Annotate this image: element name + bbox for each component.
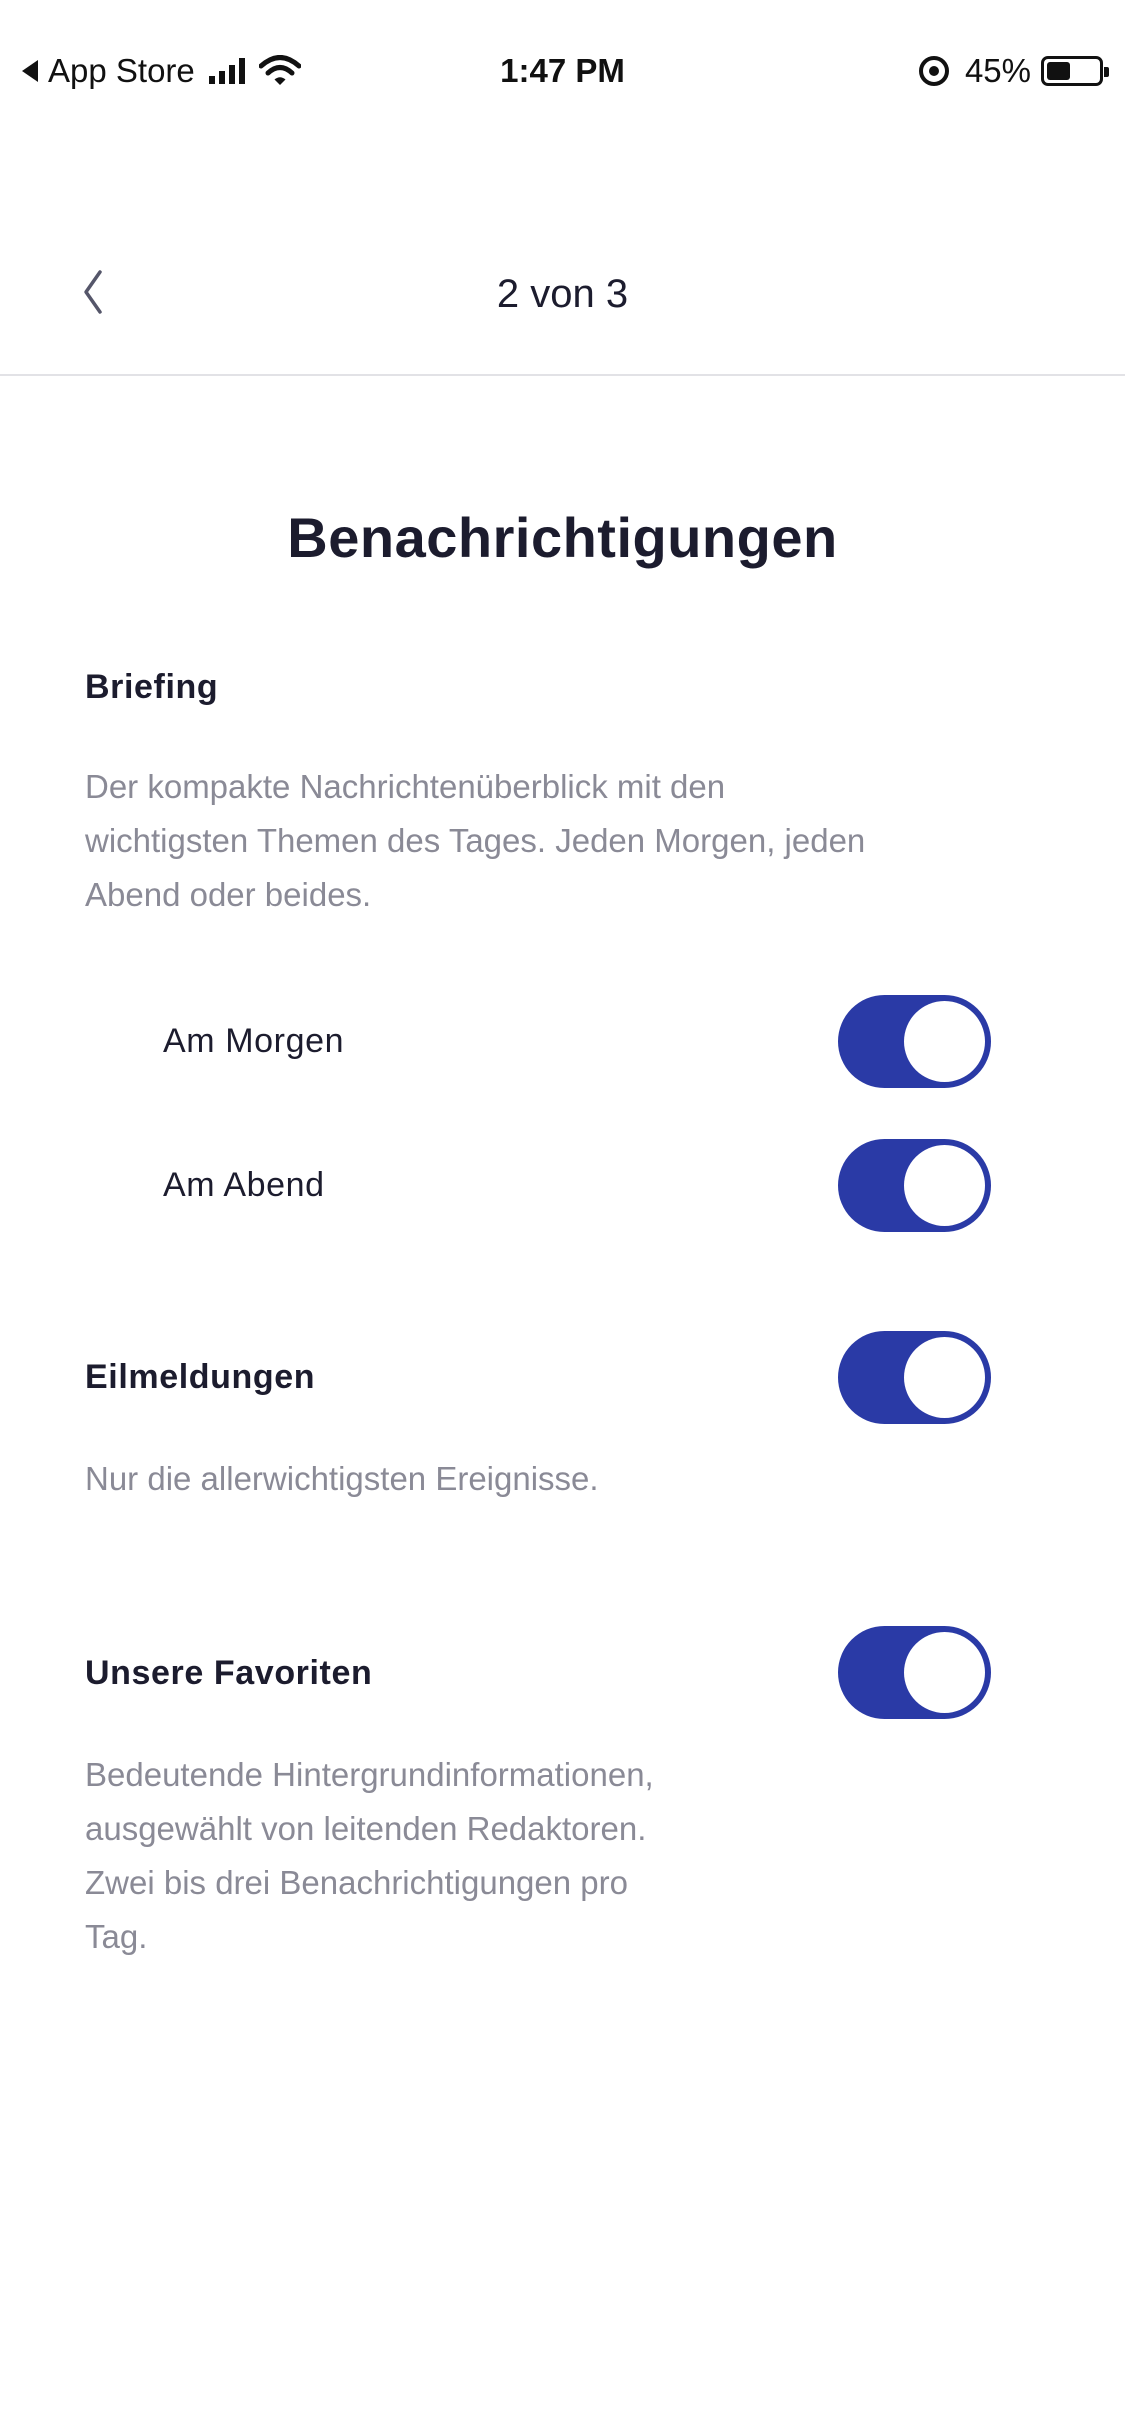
- nav-header: [0, 150, 1125, 376]
- favoriten-description-line: Bedeutende Hintergrundinformationen,: [85, 1756, 654, 1793]
- step-indicator: 2 von 3: [496, 272, 629, 316]
- toggle-knob: [904, 1001, 985, 1082]
- toggle-favoriten[interactable]: [838, 1626, 991, 1719]
- back-app-label: App Store: [48, 52, 195, 89]
- favoriten-description-line: Zwei bis drei Benachrichtigungen pro: [85, 1864, 628, 1901]
- battery-tip: [1104, 67, 1109, 77]
- toggle-knob: [904, 1632, 985, 1713]
- battery-fill: [1047, 62, 1070, 80]
- orientation-lock-icon: [919, 56, 949, 86]
- eilmeldungen-title: Eilmeldungen: [85, 1358, 316, 1396]
- option-label-morning: Am Morgen: [163, 1022, 345, 1060]
- toggle-knob: [904, 1145, 985, 1226]
- toggle-knob: [904, 1337, 985, 1418]
- eilmeldungen-description-line: Nur die allerwichtigsten Ereignisse.: [85, 1460, 599, 1497]
- briefing-description: [85, 760, 865, 922]
- favoriten-description-line: ausgewählt von leitenden Redaktoren.: [85, 1810, 647, 1847]
- status-bar: [0, 0, 1125, 150]
- toggle-evening[interactable]: [838, 1139, 991, 1232]
- briefing-description-line: Abend oder beides.: [85, 876, 372, 913]
- option-label-evening: Am Abend: [163, 1166, 325, 1204]
- briefing-description-line: Der kompakte Nachrichtenüberblick mit den: [85, 768, 726, 805]
- favoriten-title: Unsere Favoriten: [85, 1654, 373, 1692]
- status-time: 1:47 PM: [500, 52, 625, 89]
- toggle-eilmeldungen[interactable]: [838, 1331, 991, 1424]
- status-right: [919, 52, 1103, 90]
- page-title: Benachrichtigungen: [287, 506, 838, 569]
- favoriten-description-line: Tag.: [85, 1918, 148, 1955]
- toggle-morning[interactable]: [838, 995, 991, 1088]
- eilmeldungen-description: [85, 1452, 599, 1506]
- battery-percent: 45%: [964, 52, 1031, 89]
- favoriten-description: [85, 1748, 654, 1964]
- briefing-title: Briefing: [85, 668, 219, 706]
- battery-icon: [1041, 56, 1103, 86]
- briefing-description-line: wichtigsten Themen des Tages. Jeden Morgen, jeden: [85, 822, 866, 859]
